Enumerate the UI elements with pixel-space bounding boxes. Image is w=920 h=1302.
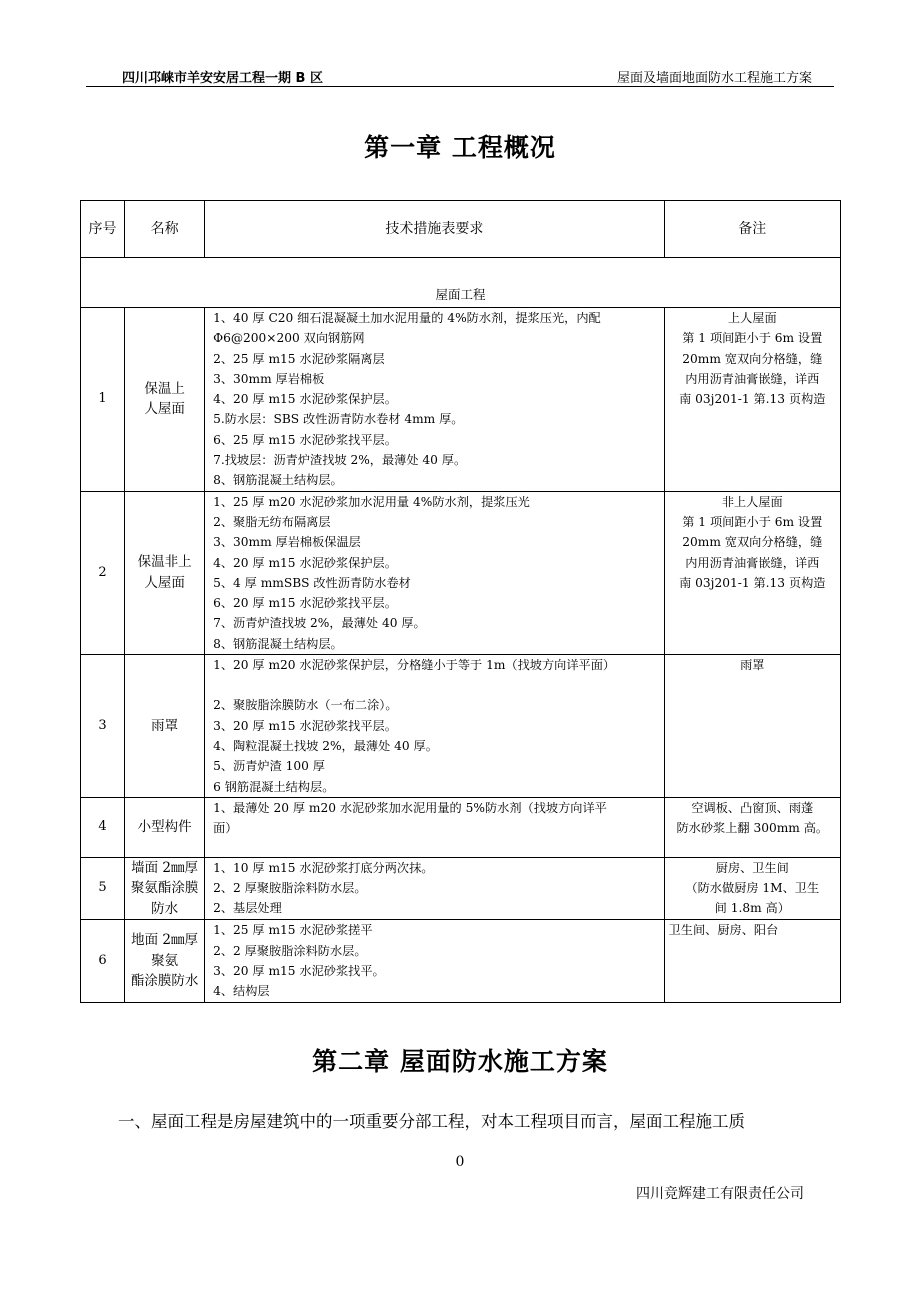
note-line: 第 1 项间距小于 6m 设置 bbox=[682, 331, 823, 346]
table-header-row bbox=[81, 201, 841, 258]
requirement-line: 1、40 厚 C20 细石混凝凝土加水泥用量的 4%防水剂，提浆压光，内配 bbox=[213, 311, 601, 325]
requirement-line: 6 钢筋混凝土结构层。 bbox=[213, 779, 335, 794]
requirement-line: 2、25 厚 m15 水泥砂浆隔离层 bbox=[213, 351, 385, 366]
body-paragraph: 一、屋面工程是房屋建筑中的一项重要分部工程，对本工程项目而言，屋面工程施工质 bbox=[118, 1112, 745, 1131]
row-name bbox=[125, 857, 205, 920]
requirement-line: 7.找坡层：沥青炉渣找坡 2%，最薄处 40 厚。 bbox=[213, 453, 467, 468]
chapter-2-title: 第二章 屋面防水施工方案 bbox=[312, 1047, 608, 1076]
row-requirements bbox=[205, 491, 664, 654]
requirement-line: 3、30mm 厚岩棉板 bbox=[213, 371, 325, 386]
row-number: 6 bbox=[81, 920, 125, 1002]
row-name bbox=[125, 655, 205, 798]
requirement-line: Φ6@200×200 双向钢筋网 bbox=[213, 331, 365, 346]
note-line: 间 1.8m 高） bbox=[714, 901, 790, 916]
table-row bbox=[81, 857, 841, 920]
row-requirements bbox=[205, 797, 664, 857]
section-row bbox=[81, 258, 841, 308]
header-notes: 备注 bbox=[664, 201, 840, 258]
requirement-line: 1、20 厚 m20 水泥砂浆保护层，分格缝小于等于 1m（找坡方向详平面） bbox=[213, 658, 616, 673]
requirement-line: 4、20 厚 m15 水泥砂浆保护层。 bbox=[213, 392, 397, 407]
row-requirements bbox=[205, 857, 664, 920]
note-line: 20mm 宽双向分格缝，缝 bbox=[682, 351, 823, 366]
row-name-line: 保温上 bbox=[144, 380, 185, 397]
requirement-line: 5.防水层：SBS 改性沥青防水卷材 4mm 厚。 bbox=[213, 412, 464, 427]
requirement-line: 8、钢筋混凝土结构层。 bbox=[213, 636, 343, 651]
row-name-line: 防水 bbox=[151, 900, 179, 917]
note-line: 雨罩 bbox=[740, 658, 765, 673]
row-requirements bbox=[205, 308, 664, 492]
requirement-line: 1、10 厚 m15 水泥砂浆打底分两次抹。 bbox=[213, 860, 434, 875]
requirement-line: 6、25 厚 m15 水泥砂浆找平层。 bbox=[213, 432, 397, 447]
company-name: 四川竞辉建工有限责任公司 bbox=[636, 1186, 804, 1202]
table-row bbox=[81, 797, 841, 857]
row-name bbox=[125, 920, 205, 1002]
requirement-line: 2、基层处理 bbox=[213, 901, 282, 916]
requirement-line: 5、4 厚 mmSBS 改性沥青防水卷材 bbox=[213, 575, 411, 590]
page-header bbox=[86, 66, 834, 87]
requirement-line: 1、25 厚 m15 水泥砂浆搓平 bbox=[213, 923, 373, 938]
requirement-line: 4、陶粒混凝土找坡 2%，最薄处 40 厚。 bbox=[213, 738, 438, 753]
row-notes bbox=[664, 491, 840, 654]
note-line: 防水砂浆上翻 300mm 高。 bbox=[676, 821, 829, 836]
row-name-line: 聚氨 bbox=[151, 952, 179, 969]
requirement-line: 5、沥青炉渣 100 厚 bbox=[213, 759, 325, 774]
note-line: 非上人屋面 bbox=[721, 494, 783, 509]
requirement-line: 6、20 厚 m15 水泥砂浆找平层。 bbox=[213, 596, 397, 611]
chapter-1-title: 第一章 工程概况 bbox=[364, 133, 556, 162]
requirement-line: 7、沥青炉渣找坡 2%，最薄处 40 厚。 bbox=[213, 616, 426, 631]
row-name-line: 墙面 2㎜厚 bbox=[131, 859, 199, 876]
requirement-line: 2、2 厚聚胺脂涂料防水层。 bbox=[213, 881, 367, 896]
row-name-line: 小型构件 bbox=[137, 819, 192, 836]
table-row bbox=[81, 308, 841, 492]
row-number: 1 bbox=[81, 308, 125, 492]
project-overview-table bbox=[80, 200, 841, 1003]
table-row bbox=[81, 655, 841, 798]
note-line: 20mm 宽双向分格缝，缝 bbox=[682, 535, 823, 550]
row-name-line: 保温非上 bbox=[137, 554, 192, 571]
row-name-line: 人屋面 bbox=[144, 574, 185, 591]
page-number: 0 bbox=[455, 1154, 465, 1170]
row-name-line: 雨罩 bbox=[151, 717, 179, 734]
row-name-line: 酯涂膜防水 bbox=[130, 973, 199, 990]
note-line: 卫生间、厨房、阳台 bbox=[668, 923, 779, 938]
row-name-line: 人屋面 bbox=[144, 401, 185, 418]
row-number: 5 bbox=[81, 857, 125, 920]
table-row bbox=[81, 491, 841, 654]
requirement-line: 3、20 厚 m15 水泥砂浆找平。 bbox=[213, 963, 385, 978]
row-number: 3 bbox=[81, 655, 125, 798]
requirement-line: 2、2 厚聚胺脂涂料防水层。 bbox=[213, 943, 367, 958]
row-name bbox=[125, 308, 205, 492]
header-no: 序号 bbox=[81, 201, 125, 258]
requirement-line: 3、30mm 厚岩棉板保温层 bbox=[213, 535, 361, 550]
table-row bbox=[81, 920, 841, 1002]
header-requirements: 技术措施表要求 bbox=[205, 201, 664, 258]
row-requirements bbox=[205, 920, 664, 1002]
row-notes bbox=[664, 857, 840, 920]
row-notes bbox=[664, 308, 840, 492]
note-line: 第 1 项间距小于 6m 设置 bbox=[682, 514, 823, 529]
requirement-line: 2、聚脂无纺布隔离层 bbox=[213, 514, 331, 529]
row-number: 2 bbox=[81, 491, 125, 654]
row-name-line: 聚氨酯涂膜 bbox=[130, 880, 199, 897]
note-line: 空调板、凸窗顶、雨蓬 bbox=[691, 800, 814, 815]
requirement-line: 面） bbox=[213, 821, 238, 836]
row-notes bbox=[664, 655, 840, 798]
requirement-line bbox=[213, 675, 659, 695]
row-requirements bbox=[205, 655, 664, 798]
requirement-line: 8、钢筋混凝土结构层。 bbox=[213, 473, 343, 488]
requirement-line: 3、20 厚 m15 水泥砂浆找平层。 bbox=[213, 718, 397, 733]
row-notes bbox=[664, 920, 840, 1002]
requirement-line: 4、20 厚 m15 水泥砂浆保护层。 bbox=[213, 555, 397, 570]
row-name bbox=[125, 491, 205, 654]
note-line: （防水做厨房 1M、卫生 bbox=[685, 881, 820, 896]
note-line: 内用沥青油膏嵌缝，详西 bbox=[685, 371, 820, 386]
row-number: 4 bbox=[81, 797, 125, 857]
note-line: 厨房、卫生间 bbox=[715, 860, 789, 875]
section-title: 屋面工程 bbox=[81, 258, 841, 308]
header-document-title: 屋面及墙面地面防水工程施工方案 bbox=[616, 71, 812, 86]
note-line: 南 03j201-1 第.13 页构造 bbox=[679, 575, 826, 590]
row-name-line: 地面 2㎜厚 bbox=[131, 932, 199, 949]
note-line: 内用沥青油膏嵌缝，详西 bbox=[685, 555, 820, 570]
requirement-line: 1、最薄处 20 厚 m20 水泥砂浆加水泥用量的 5%防水剂（找坡方向详平 bbox=[213, 800, 607, 815]
row-name bbox=[125, 797, 205, 857]
header-project-name: 四川邛崃市羊安安居工程一期 B 区 bbox=[122, 71, 323, 86]
requirement-line: 4、结构层 bbox=[213, 984, 270, 999]
note-line: 南 03j201-1 第.13 页构造 bbox=[679, 392, 826, 407]
row-notes bbox=[664, 797, 840, 857]
requirement-line: 2、聚胺脂涂膜防水（一布二涂）。 bbox=[213, 698, 398, 713]
header-name: 名称 bbox=[125, 201, 205, 258]
note-line: 上人屋面 bbox=[727, 311, 777, 325]
requirement-line: 1、25 厚 m20 水泥砂浆加水泥用量 4%防水剂，提浆压光 bbox=[213, 494, 530, 509]
